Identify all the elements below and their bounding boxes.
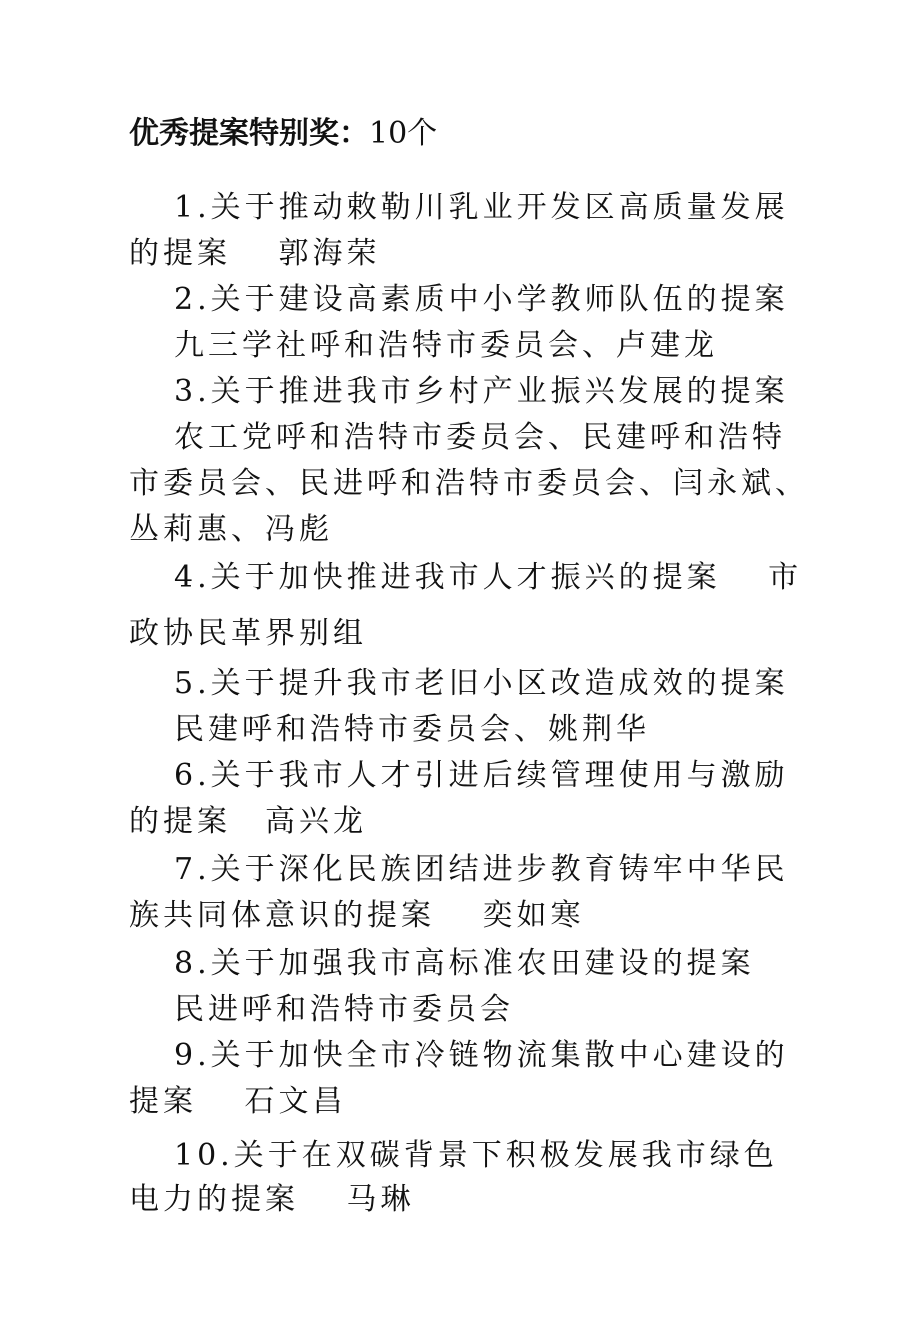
- proposal-9-line-1: 9.关于加快全市冷链物流集散中心建设的: [174, 1038, 789, 1073]
- proposal-3-line-2: 农工党呼和浩特市委员会、民建呼和浩特: [174, 420, 786, 455]
- proposal-9-line-2: 提案 石文昌: [129, 1084, 347, 1119]
- proposal-2-line-1: 2.关于建设高素质中小学教师队伍的提案: [174, 282, 789, 317]
- proposal-2-line-2: 九三学社呼和浩特市委员会、卢建龙: [174, 328, 718, 363]
- proposal-10-line-1: 10.关于在双碳背景下积极发展我市绿色: [174, 1138, 778, 1173]
- proposal-7-line-1: 7.关于深化民族团结进步教育铸牢中华民: [174, 852, 789, 887]
- proposal-6-line-1: 6.关于我市人才引进后续管理使用与激励: [174, 758, 789, 793]
- proposal-4-line-1: 4.关于加快推进我市人才振兴的提案 市: [174, 560, 803, 595]
- award-heading-count: 10个: [369, 116, 438, 151]
- proposal-5-line-1: 5.关于提升我市老旧小区改造成效的提案: [174, 666, 789, 701]
- proposal-10-line-2: 电力的提案 马琳: [129, 1182, 415, 1217]
- proposal-1-line-2: 的提案 郭海荣: [129, 236, 381, 271]
- award-heading: [129, 112, 437, 156]
- award-heading-label: 优秀提案特别奖：: [129, 116, 369, 151]
- proposal-1-line-1: 1.关于推动敕勒川乳业开发区高质量发展: [174, 190, 789, 225]
- proposal-3-line-1: 3.关于推进我市乡村产业振兴发展的提案: [174, 374, 789, 409]
- proposal-3-line-3: 市委员会、民进呼和浩特市委员会、闫永斌、: [129, 466, 809, 501]
- proposal-8-line-2: 民进呼和浩特市委员会: [174, 992, 514, 1027]
- proposal-4-line-2: 政协民革界别组: [129, 616, 367, 651]
- proposal-8-line-1: 8.关于加强我市高标准农田建设的提案: [174, 946, 755, 981]
- proposal-7-line-2: 族共同体意识的提案 奕如寒: [129, 898, 585, 933]
- proposal-3-line-4: 丛莉惠、冯彪: [129, 512, 333, 547]
- proposal-5-line-2: 民建呼和浩特市委员会、姚荆华: [174, 712, 650, 747]
- proposal-6-line-2: 的提案 高兴龙: [129, 804, 367, 839]
